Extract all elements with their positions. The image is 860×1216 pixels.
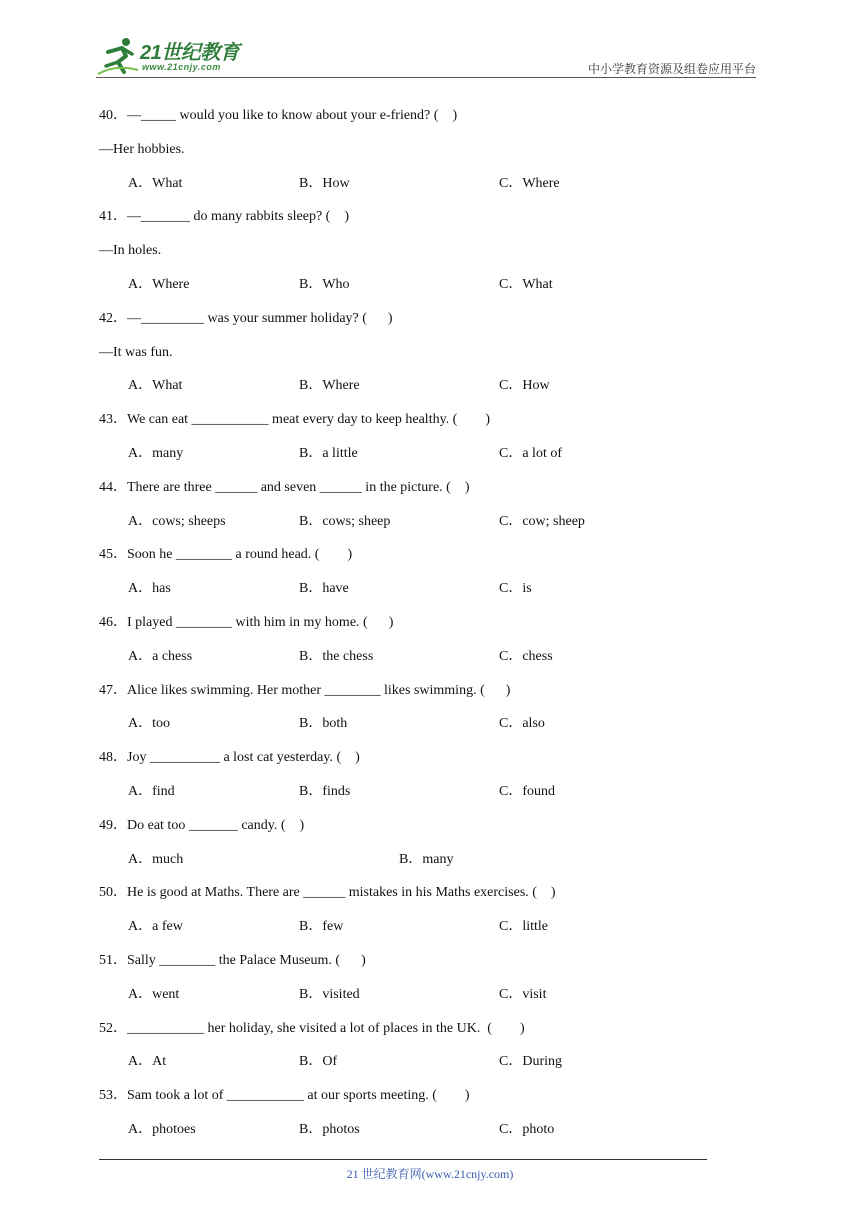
footer-text: 21 世纪教育网(www.21cnjy.com) [346, 1167, 514, 1181]
option-row [99, 273, 719, 307]
option-a: A．too [128, 716, 170, 732]
option-row [99, 442, 719, 476]
option-row [99, 1050, 719, 1084]
option-a: A．a chess [128, 648, 193, 664]
option-c: C．photo [499, 1121, 555, 1137]
question-prompt: 50．He is good at Maths. There are ______ mistakes in his Maths exercises. ( ) [99, 885, 556, 901]
option-a: A．What [128, 175, 183, 191]
option-b: B．finds [299, 783, 351, 799]
option-c: C．is [499, 581, 532, 597]
question-prompt: 40．—_____ would you like to know about your e-friend? ( ) [99, 108, 458, 123]
option-c: C．During [499, 1054, 562, 1070]
page-header [96, 30, 756, 78]
option-row [99, 848, 719, 882]
option-a: A．Where [128, 276, 190, 292]
option-a: A．photoes [128, 1121, 196, 1137]
option-c: C．also [499, 716, 545, 732]
option-row [99, 374, 719, 408]
option-c: C．How [499, 378, 550, 394]
option-b: B．both [299, 716, 348, 732]
option-row [99, 983, 719, 1017]
logo-url: www.21cnjy.com [142, 62, 221, 72]
option-a: A．a few [128, 919, 183, 935]
option-c: C．chess [499, 648, 553, 664]
option-c: C．What [499, 276, 553, 292]
question-prompt: 45．Soon he ________ a round head. ( ) [99, 547, 353, 563]
option-a: A．What [128, 378, 183, 394]
option-a: A．many [128, 445, 184, 461]
option-row [99, 780, 719, 814]
option-b: B．visited [299, 986, 360, 1002]
option-row [99, 1118, 719, 1152]
footer-divider [99, 1159, 707, 1160]
option-b: B．photos [299, 1121, 360, 1137]
option-c: C．Where [499, 175, 560, 191]
option-c: C．little [499, 919, 548, 935]
dialogue-reply: —It was fun. [99, 344, 173, 360]
question-prompt: 48．Joy __________ a lost cat yesterday. ( ) [99, 750, 360, 766]
question-prompt: 53．Sam took a lot of ___________ at our sports meeting. ( ) [99, 1088, 470, 1104]
option-b: B．many [399, 851, 454, 867]
option-b: B．the chess [299, 648, 374, 664]
option-row [99, 915, 719, 949]
question-prompt: 49．Do eat too _______ candy. ( ) [99, 817, 305, 833]
option-row [99, 510, 719, 544]
option-b: B．a little [299, 445, 358, 461]
option-b: B．cows; sheep [299, 513, 391, 529]
runner-logo-icon [96, 34, 140, 78]
option-b: B．have [299, 581, 349, 597]
question-prompt: 44．There are three ______ and seven ______ in the picture. ( ) [99, 479, 470, 495]
question-prompt: 46．I played ________ with him in my home. ( ) [99, 614, 394, 630]
option-a: A．went [128, 986, 180, 1002]
option-a: A．At [128, 1054, 167, 1070]
option-row [99, 712, 719, 746]
option-row [99, 577, 719, 611]
option-b: B．few [299, 919, 344, 935]
question-prompt: 47．Alice likes swimming. Her mother ________ likes swimming. ( ) [99, 682, 511, 698]
dialogue-reply: —Her hobbies. [99, 141, 185, 157]
option-c: C．a lot of [499, 445, 562, 461]
question-prompt: 41．—_______ do many rabbits sleep? ( ) [99, 209, 350, 225]
logo [96, 34, 266, 78]
option-row [99, 645, 719, 679]
platform-name: 中小学教育资源及组卷应用平台 [587, 62, 756, 76]
header-divider [96, 77, 756, 78]
question-list [99, 104, 719, 1152]
option-row [99, 172, 719, 206]
option-b: B．Who [299, 276, 350, 292]
question-prompt: 51．Sally ________ the Palace Museum. ( ) [99, 952, 366, 968]
option-a: A．has [128, 581, 171, 597]
option-b: B．Of [299, 1054, 338, 1070]
question-prompt: 42．—_________ was your summer holiday? ( ) [99, 310, 393, 326]
option-b: B．Where [299, 378, 360, 394]
question-prompt: 43．We can eat ___________ meat every day to keep healthy. ( ) [99, 412, 491, 428]
dialogue-reply: —In holes. [99, 243, 162, 259]
option-c: C．visit [499, 986, 547, 1002]
option-b: B．How [299, 175, 350, 191]
option-a: A．find [128, 783, 175, 799]
logo-text: 21世纪教育 [140, 42, 240, 64]
option-a: A．much [128, 851, 184, 867]
option-a: A．cows; sheeps [128, 513, 226, 529]
option-c: C．found [499, 783, 555, 799]
question-prompt: 52．___________ her holiday, she visited a lot of places in the UK. ( ) [99, 1020, 525, 1036]
option-c: C．cow; sheep [499, 513, 585, 529]
